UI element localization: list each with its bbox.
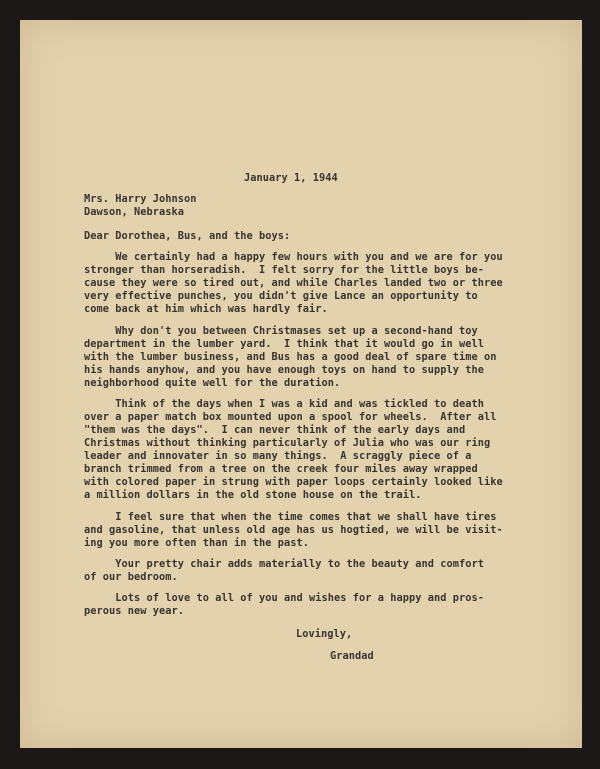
- body-line: ing you more often than in the past.: [84, 537, 309, 549]
- signature: Grandad: [330, 650, 374, 662]
- recipient-city: Dawson, Nebraska: [84, 206, 184, 218]
- body-line: a million dollars in the old stone house on the trail.: [84, 489, 422, 501]
- body-line: stronger than horseradish. I felt sorry for the little boys be-: [84, 264, 484, 276]
- body-line: Why don't you between Christmases set up a second-hand toy: [84, 325, 478, 337]
- body-line: very effective punches, you didn't give Lance an opportunity to: [84, 290, 478, 302]
- body-line: his hands anyhow, and you have enough toys on hand to supply the: [84, 364, 484, 376]
- letter-date: January 1, 1944: [244, 172, 338, 184]
- body-line: "them was the days". I can never think of the early days and: [84, 424, 466, 436]
- body-line: Think of the days when I was a kid and was tickled to death: [84, 398, 484, 410]
- body-line: department in the lumber yard. I think that it would go in well: [84, 338, 484, 350]
- body-line: branch trimmed from a tree on the creek four miles away wrapped: [84, 463, 478, 475]
- body-line: perous new year.: [84, 605, 184, 617]
- body-line: come back at him which was hardly fair.: [84, 303, 328, 315]
- body-line: leader and innovater in so many things. A scraggly piece of a: [84, 450, 472, 462]
- body-line: We certainly had a happy few hours with you and we are for you: [84, 251, 503, 263]
- body-line: Lots of love to all of you and wishes for a happy and pros-: [84, 592, 484, 604]
- body-line: of our bedroom.: [84, 571, 178, 583]
- body-line: Your pretty chair adds materially to the beauty and comfort: [84, 558, 484, 570]
- recipient-name: Mrs. Harry Johnson: [84, 193, 197, 205]
- closing: Lovingly,: [296, 628, 353, 640]
- body-line: Christmas without thinking particularly of Julia who was our ring: [84, 437, 491, 449]
- body-line: cause they were so tired out, and while Charles landed two or three: [84, 277, 503, 289]
- body-line: I feel sure that when the time comes that we shall have tires: [84, 511, 497, 523]
- body-line: over a paper match box mounted upon a spool for wheels. After all: [84, 411, 497, 423]
- body-line: neighborhood quite well for the duration.: [84, 377, 341, 389]
- salutation: Dear Dorothea, Bus, and the boys:: [84, 230, 291, 242]
- body-line: and gasoline, that unless old age has us hogtied, we will be visit-: [84, 524, 503, 536]
- body-line: with colored paper in strung with paper loops certainly looked like: [84, 476, 503, 488]
- body-line: with the lumber business, and Bus has a good deal of spare time on: [84, 351, 497, 363]
